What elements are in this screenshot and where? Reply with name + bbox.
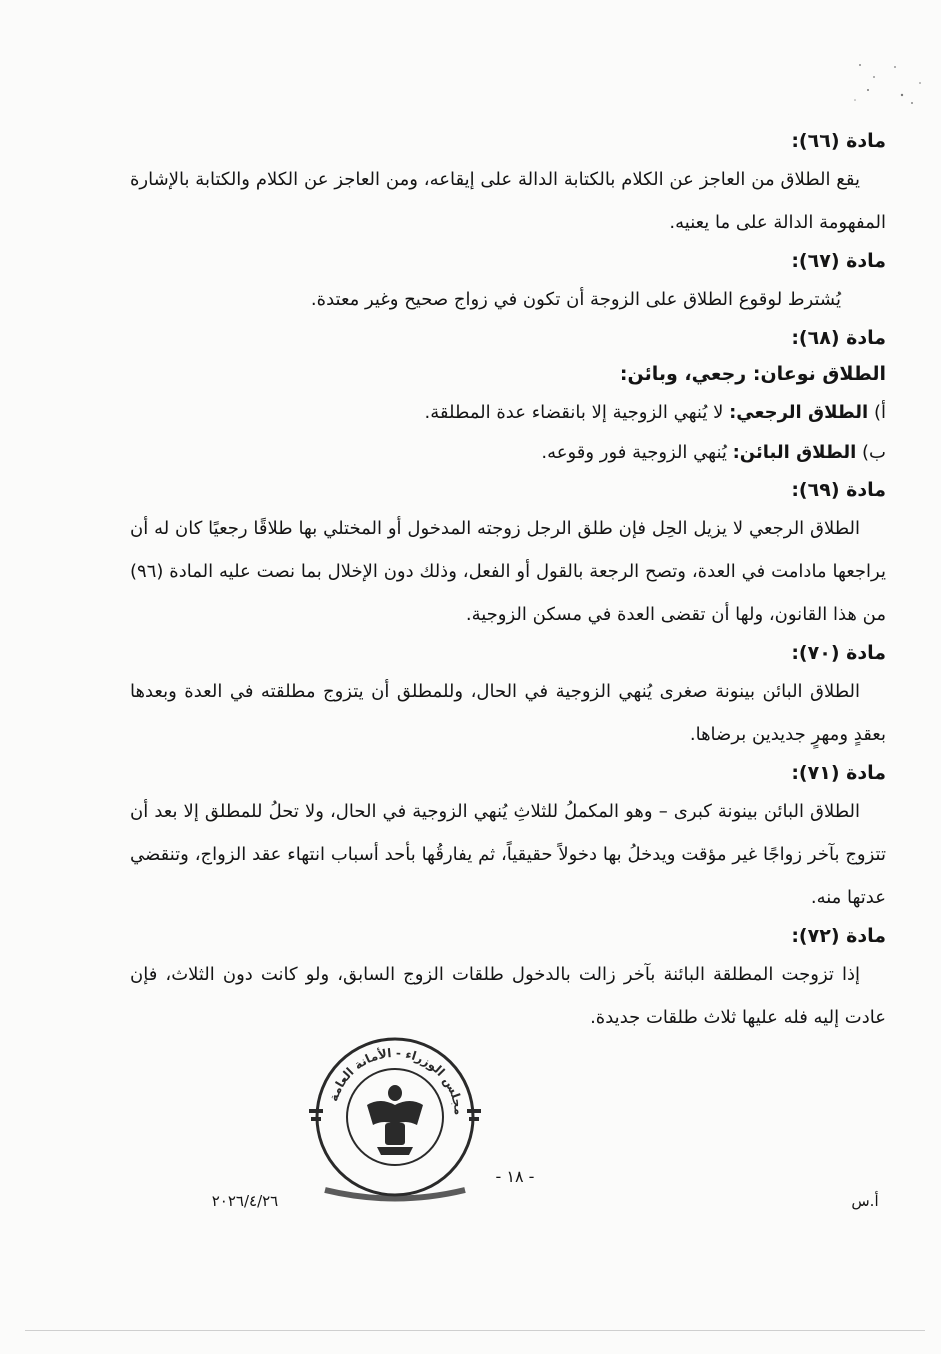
list-item-text: يُنهي الزوجية فور وقوعه.	[541, 442, 733, 463]
article-paragraph: إذا تزوجت المطلقة البائنة بآخر زالت بالدخول طلقات الزوج السابق، ولو كانت دون الثلاث، فإن عادت إليه فله عليها ثلاث طلقات جديدة.	[130, 964, 886, 1028]
article-paragraph: يُشترط لوقوع الطلاق على الزوجة أن تكون في زواج صحيح وغير معتدة.	[310, 289, 841, 310]
list-item	[130, 433, 886, 473]
article-paragraph: يقع الطلاق من العاجز عن الكلام بالكتابة الدالة على إيقاعه، ومن العاجز عن الكلام والكتابة بالإشارة المفهومة الدالة على ما يعنيه.	[130, 169, 886, 233]
footer-initials: أ.س	[851, 1192, 879, 1210]
stamp-text: مجلس الوزراء - الأمانة العامة	[326, 1045, 467, 1116]
scan-specks	[840, 55, 930, 115]
list-item-prefix: أ)	[873, 402, 886, 423]
article-66	[130, 124, 886, 244]
list-item	[130, 393, 886, 433]
article-paragraph: الطلاق البائن بينونة كبرى – وهو المكملُ للثلاثِ يُنهي الزوجية في الحال، ولا تحلُ للمطلق إلا بعد أن تتزوج بآخر زواجًا غير مؤقت ويدخلُ بها دخولاً حقيقياً، ثم يفارقُها بأحد أسباب انتهاء عقد الزواج، وتنقضي عدتها منه.	[130, 801, 886, 908]
article-paragraph: الطلاق البائن بينونة صغرى يُنهي الزوجية في الحال، وللمطلق أن يتزوج مطلقته في العدة وبعدها بعقدٍ ومهرٍ جديدين برضاها.	[130, 681, 886, 745]
document-body	[130, 124, 886, 1039]
article-71	[130, 756, 886, 919]
article-subheading: الطلاق نوعان: رجعي، وبائن:	[619, 363, 886, 385]
article-heading: مادة (٦٦):	[791, 130, 886, 152]
article-72	[130, 919, 886, 1039]
article-67	[130, 244, 886, 321]
official-stamp	[305, 1025, 485, 1210]
article-68	[130, 321, 886, 473]
article-heading: مادة (٦٨):	[791, 327, 886, 349]
list-item-prefix: ب)	[862, 442, 886, 463]
article-heading: مادة (٧٠):	[791, 642, 886, 664]
article-70	[130, 636, 886, 756]
list-item-label: الطلاق البائن:	[732, 442, 857, 463]
page-number: - ١٨ -	[495, 1167, 535, 1186]
footer-date: ٢٠٢٦/٤/٢٦	[211, 1192, 279, 1210]
eagle-seal-icon	[367, 1085, 423, 1155]
article-heading: مادة (٦٩):	[791, 479, 886, 501]
list-item-text: لا يُنهي الزوجية إلا بانقضاء عدة المطلقة.	[424, 402, 730, 423]
page-bottom-edge	[25, 1330, 925, 1331]
article-heading: مادة (٧١):	[791, 762, 886, 784]
article-paragraph: الطلاق الرجعي لا يزيل الحِل فإن طلق الرجل زوجته المدخول أو المختلي بها طلاقًا رجعيًا كان له أن يراجعها مادامت في العدة، وتصح الرجعة بالقول أو الفعل، وذلك دون الإخلال بما نصت عليه المادة (٩٦) من هذا القانون، ولها أن تقضى العدة في مسكن الزوجية.	[130, 518, 886, 625]
article-heading: مادة (٦٧):	[791, 250, 886, 272]
list-item-label: الطلاق الرجعي:	[729, 402, 869, 423]
article-heading: مادة (٧٢):	[791, 925, 886, 947]
article-69	[130, 473, 886, 636]
